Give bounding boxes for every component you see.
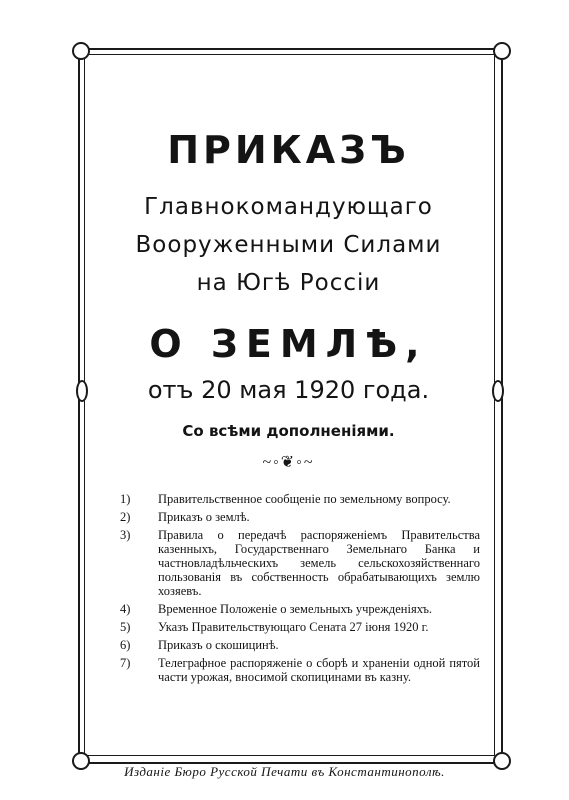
item-number: 7) bbox=[120, 656, 131, 670]
corner-ornament-icon bbox=[493, 42, 511, 60]
subtitle-line-2: Вооруженными Силами bbox=[135, 232, 442, 258]
item-number: 5) bbox=[120, 620, 131, 634]
list-item bbox=[120, 510, 480, 524]
subtitle-line-3: на Югѣ Россіи bbox=[196, 270, 381, 296]
item-number: 2) bbox=[120, 510, 131, 524]
item-number: 6) bbox=[120, 638, 131, 652]
list-item bbox=[120, 638, 480, 652]
publisher-footer: Изданіе Бюро Русской Печати въ Константинополѣ. bbox=[124, 764, 445, 779]
corner-ornament-icon bbox=[72, 42, 90, 60]
item-text: Указъ Правительствующаго Сената 27 іюня 1920 г. bbox=[158, 620, 429, 634]
item-text: Правила о передачѣ распоряженіемъ Правительства казенныхъ, Государственнаго Земельнаго Банка и частновладѣльческихъ земель сельскохозяйственнаго пользованія въ собственность обрабатывающихъ землю хозяевъ. bbox=[158, 528, 480, 598]
item-number: 3) bbox=[120, 528, 131, 542]
list-item bbox=[120, 602, 480, 616]
subject-heading: О ЗЕМЛѢ, bbox=[149, 322, 428, 366]
item-number: 4) bbox=[120, 602, 131, 616]
item-text: Временное Положеніе о земельныхъ учрежденіяхъ. bbox=[158, 602, 433, 616]
item-text: Телеграфное распоряженіе о сборѣ и храненіи одной пятой части урожая, вносимой скопицинами въ казну. bbox=[158, 656, 480, 684]
supplement-note: Со всѣми дополненіями. bbox=[182, 422, 395, 440]
list-item bbox=[120, 528, 480, 598]
side-curl-icon bbox=[492, 380, 504, 402]
list-item bbox=[120, 620, 480, 634]
item-text: Приказъ о скошицинѣ. bbox=[158, 638, 279, 652]
divider-ornament-icon: ~◦❦◦~ bbox=[262, 454, 315, 471]
contents-list bbox=[120, 492, 480, 684]
document-title: ПРИКАЗЪ bbox=[167, 128, 410, 172]
subtitle-line-1: Главнокомандующаго bbox=[144, 194, 433, 220]
list-item bbox=[120, 656, 480, 684]
item-text: Правительственное сообщеніе по земельному вопросу. bbox=[158, 492, 451, 506]
document-date: отъ 20 мая 1920 года. bbox=[147, 376, 430, 404]
item-number: 1) bbox=[120, 492, 131, 506]
list-item bbox=[120, 492, 480, 506]
item-text: Приказъ о землѣ. bbox=[158, 510, 250, 524]
